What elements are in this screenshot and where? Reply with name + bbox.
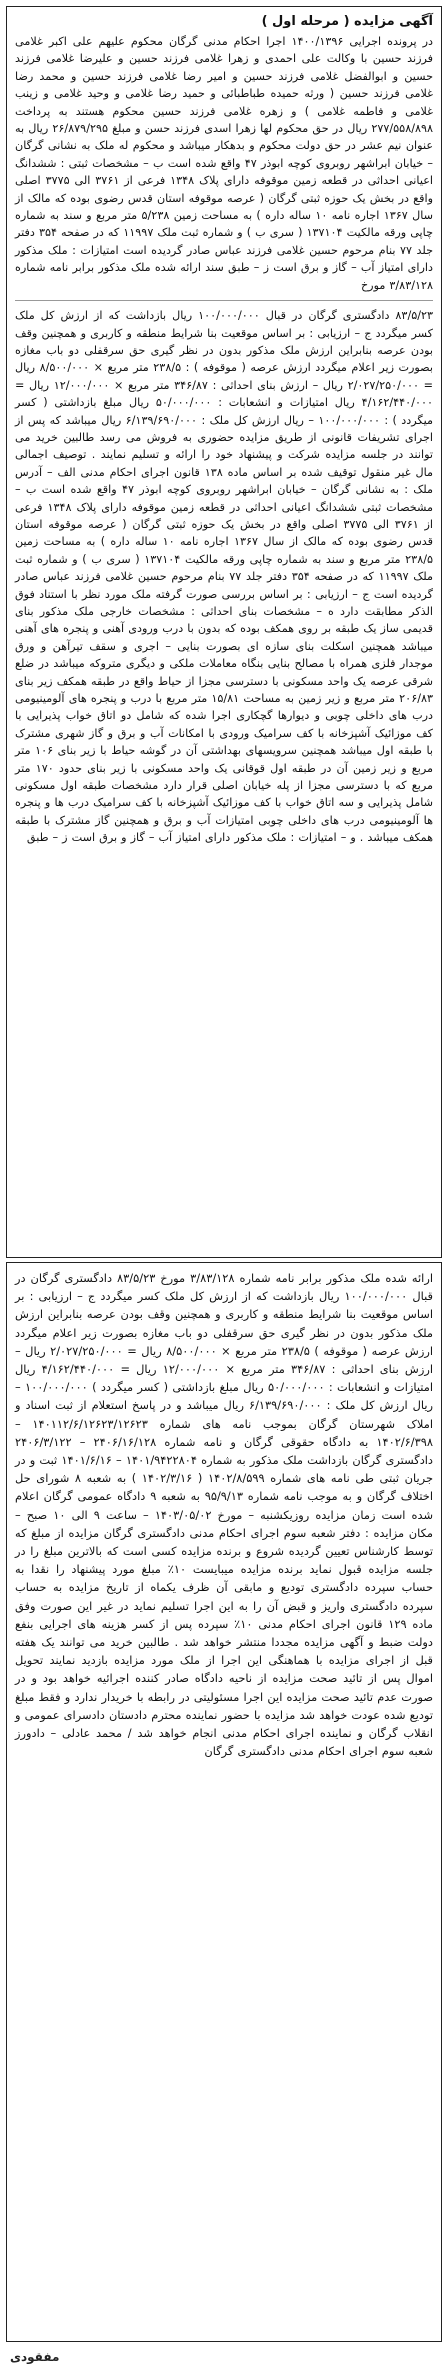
notice-paragraph: ۸۳/۵/۲۳ دادگستری گرگان در قبال ۱۰۰/۰۰۰/۰۰۰ ریال بازداشت که از ارزش کل ملک کسر میگردد ج – ارزیابی : بر اساس موقعیت بنا شرایط منطقه و کاربری و همچنین وقف بودن عرصه بنابراین ارزش ملک مذکور بدون در نظر گیری حق سرقفلی دو باب مغازه بصورت زیر اعلام میگردد ارزش عرصه ( موقوفه ) : ۲۳۸/۵ متر مربع × ۸/۵۰۰/۰۰۰ ریال = ۲/۰۲۷/۲۵۰/۰۰۰ ریال – ارزش بنای احداثی : ۳۴۶/۸۷ متر مربع × ۱۲/۰۰۰/۰۰۰ ریال = ۴/۱۶۲/۴۴۰/۰۰۰ ریال امتیازات و انشعابات : ۵۰/۰۰۰/۰۰۰ ریال مبلغ بازداشتی ( کسر میگردد ) : ۱۰۰/۰۰۰/۰۰۰ – ریال ارزش کل ملک : ۶/۱۳۹/۶۹۰/۰۰۰ ریال میباشد که پس از اجرای تشریفات قانونی از طریق مزایده حضوری به فروش می رسد طالبین خرید می توانند در جلسه مزایده شرکت و پیشنهاد خود را ارائه و تسلیم نمایند . توصیف اجمالی مال غیر منقول توقیف شده بر اساس ماده ۱۳۸ قانون اجرای احکام مدنی الف – آدرس ملک : به نشانی گرگان – خیابان ابراشهر روبروی کوچه ابوذر ۴۷ واقع شده است ب – مشخصات ثبتی ششدانگ اعیانی احداثی در قطعه زمین موقوفه دارای پلاک ۱۳۴۸ فرعی از ۳۷۶۱ الی ۳۷۷۵ اصلی واقع در بخش یک حوزه ثبتی گرگان ( عرصه موقوفه استان قدس رضوی بوده که مالک از سال ۱۳۶۷ اجاره نامه ۱۰ ساله داره ) به مساحت زمین ۲۳۸/۵ متر مربع و سند به شماره چاپی ورقه مالکیت ۱۳۷۱۰۴ ( سری ب ) و شماره ثبت ملک ۱۱۹۹۷ که در صفحه ۳۵۴ دفتر جلد ۷۷ بنام مرحوم حسین غلامی فرزند عباس صادر گردیده است ج – ارزیابی : بر اساس بررسی صورت گرفته ملک مورد نظر با استناد فوق الذکر مطابقت دارد ه – مشخصات بنای احداثی : مشخصات خارجی ملک مذکور بنای قدیمی ساز یک طبقه بر روی همکف بوده که بدون با درب ورودی آهنی و پنجره های آهنی میباشد همچنین اسکلت بنای سازه ای بصورت بنایی – اجری و سقف تیرآهن و ورق موجدار فلزی همراه با مصالح بنایی بنگاه معاملات ملکی و دیگری متروکه میباشد در ضلع شرقی عرصه یک واحد مسکونی با دسترسی مجزا از حیاط واقع در طبقه همکف زیر بنای ۲۰۶/۸۳ متر مربع و زیر زمین به مساحت ۱۵/۸۱ متر مربع با درب و پنجره های آلومینیومی درب های داخلی چوبی و دیوارها گچکاری اجرا شده که شامل دو اتاق خواب پذیرایی با کف موزائیک آشپزخانه با کف سرامیک ورودی با امکانات آب و برق و گاز شهری مشترک با طبقه اول میباشد همچنین سرویسهای بهداشتی آن در گوشه حیاط با زیر بنای ۱۰۶ متر مربع و زیر زمین آن در طبقه اول قوقانی یک واحد مسکونی با زیر بنای حدود ۱۷۰ متر مربع که با دسترسی مجزا از پله خیابان اصلی قرار دارد مشخصات طبقه اول مسکونی شامل پذیرایی و سه اتاق خواب با کف موزائیک آشپزخانه با کف سرامیک درب ها و پنجره ها آلومینیومی درب های داخلی چوبی امتیازات آب و برق و همچنین گاز مشترک با طبقه همکف میباشد . و – امتیازات : ملک مذکور دارای امتیاز آب – گاز و برق است ز – طبق <box>15 309 434 845</box>
section-label-lost: مفقودی <box>10 2350 60 2364</box>
notice-title: آگهی مزایده ( مرحله اول ) <box>261 14 433 29</box>
auction-notice-first <box>6 6 442 1258</box>
divider <box>15 300 433 301</box>
notice-paragraph: در پرونده اجرایی ۱۴۰۰/۱۳۹۶ اجرا احکام مدنی گرگان محکوم علیهم علی اکبر غلامی فرزند حسین با وکالت علی احمدی و زهرا غلامی فرزند حسین و علیرضا غلامی فرزند حسین و ابوالفضل غلامی فرزند حسین و امیر رضا غلامی فرزند حسین و محمد رضا غلامی فرزند حسین ( ورثه حمیده طباطبائی و حمید رضا غلامی و وحید غلامی و زینب غلامی و فاطمه غلامی ) و زهره غلامی فرزند حسین محکوم هستند به پرداخت ۲۷۷/۵۵۸/۸۹۸ ریال در حق محکوم لها زهرا اسدی فرزند حسن و مبلغ ۲۶/۸۷۹/۲۹۵ ریال به عنوان نیم عشر در حق دولت محکوم و بدهکار میباشد و محکوم له ملک به نشانی گرگان – خیابان ابراشهر روبروی کوچه ابوذر ۴۷ واقع شده است ب – مشخصات ثبتی : ششدانگ اعیانی احداثی در قطعه زمین موقوفه دارای پلاک ۱۳۴۸ فرعی از ۳۷۶۱ الی ۳۷۷۵ اصلی واقع در بخش یک حوزه ثبتی گرگان ( عرصه موقوفه استان قدس رضوی بوده که مالک از سال ۱۳۶۷ اجاره نامه ۱۰ ساله داره ) به مساحت زمین ۵/۲۳۸ متر مربع و سند به شماره چاپی ورقه مالکیت ۱۳۷۱۰۴ ( سری ب ) و شماره ثبت ملک ۱۱۹۹۷ که در صفحه ۳۵۴ دفتر جلد ۷۷ بنام مرحوم حسین غلامی فرزند عباس صادر گردیده است امتیازات : ملک مذکور دارای امتیاز آب – گاز و برق است ز – طبق سند ارائه شده ملک مذکور برابر نامه شماره ۳/۸۳/۱۲۸ مورخ <box>15 35 433 292</box>
auction-notice-continued <box>6 1262 442 2342</box>
notice-paragraph: ارائه شده ملک مذکور برابر نامه شماره ۳/۸۳/۱۲۸ مورخ ۸۳/۵/۲۳ دادگستری گرگان در قبال ۱۰۰/۰۰۰/۰۰۰ ریال بازداشت که از ارزش کل ملک کسر میگردد ج – ارزیابی : بر اساس موقعیت بنا شرایط منطقه و کاربری و همچنین وقف بودن عرصه بنابراین ارزش ملک مذکور بدون در نظر گیری حق سرقفلی دو باب مغازه بصورت زیر اعلام میگردد ارزش عرصه ( موقوفه ) ۲۳۸/۵ متر مربع × ۸/۵۰۰/۰۰۰ ریال = ۲/۰۲۷/۲۵۰/۰۰۰ ریال – ارزش بنای احداثی : ۳۴۶/۸۷ متر مربع × ۱۲/۰۰۰/۰۰۰ ریال = ۴/۱۶۲/۴۴۰/۰۰۰ ریال امتیازات و انشعابات : ۵۰/۰۰۰/۰۰۰ ریال مبلغ بازداشتی ( کسر میگردد ) ۱۰۰/۰۰۰/۰۰۰ – ریال ارزش کل ملک : ۶/۱۳۹/۶۹۰/۰۰۰ ریال میباشد و در پاسخ استعلام از ثبت اسناد و املاک شهرستان گرگان بموجب نامه های شماره ۱۴۰۱۱۲/۶/۱۲۶۲۳/۱۲۶۲۳ – ۱۴۰۲/۶/۳۹۸ به دادگاه حقوقی گرگان و نامه شماره ۲۴۰۶/۱۶/۱۲۸ – ۲۴۰۶/۳/۱۲۲ دادگستری گرگان بازداشت ملک مذکور به شماره ۱۴۰۱/۹۴۲۲۸۰۴ – ۱۴۰۱/۶/۱۶ ثبت و در جریان ثبتی طی نامه های شماره ۱۴۰۲/۸/۵۹۹ ( ۱۴۰۲/۳/۱۶ ) به شعبه ۸ شورای حل اختلاف گرگان و به موجب نامه شماره ۹۵/۹/۱۳ به شعبه ۹ دادگاه عمومی گرگان اعلام شده است زمان مزایده روزیکشنبه – مورخ ۱۴۰۳/۰۵/۰۲ – ساعت ۹ الی ۱۰ صبح – مکان مزایده : دفتر شعبه سوم اجرای احکام مدنی دادگستری گرگان مزایده از مبلغ که توسط کارشناس تعیین گردیده شروع و برنده مزایده کسی است که بالاترین مبلغ را در جلسه مزایده قبول نماید برنده مزایده میبایست ۱۰٪ مبلغ مورد پیشنهاد را نقدا به حساب سپرده دادگستری تودیع و مابقی آن ظرف یکماه از تاریخ مزایده به حساب سپرده دادگستری واریز و قبض آن را به این اجرا تسلیم نماید در غیر این صورت وفق ماده ۱۲۹ قانون اجرای احکام مدنی ۱۰٪ سپرده پس از کسر هزینه های اجرایی بنفع دولت ضبط و آگهی مزایده مجددا منتشر خواهد شد . طالبین خرید می توانند یک هفته قبل از اجرای مزایده با هماهنگی این اجرا از ملک مورد مزایده بازدید نمایند تحویل اموال پس از تائید صحت مزایده از ناحیه دادگاه صادر کننده اجرائیه خواهد بود و در صورت عدم تائید صحت مزایده این اجرا مسئولیتی در رابطه با خریدار ندارد و فقط مبلغ تودیع شده عودت خواهد شد مزایده با حضور نماینده محترم دادستان دادسرای عمومی و انقلاب گرگان و نماینده اجرای احکام مدنی انجام خواهد شد / محمد عادلی – دادورز شعبه سوم اجرای احکام مدنی دادگستری گرگان <box>15 1271 434 1759</box>
